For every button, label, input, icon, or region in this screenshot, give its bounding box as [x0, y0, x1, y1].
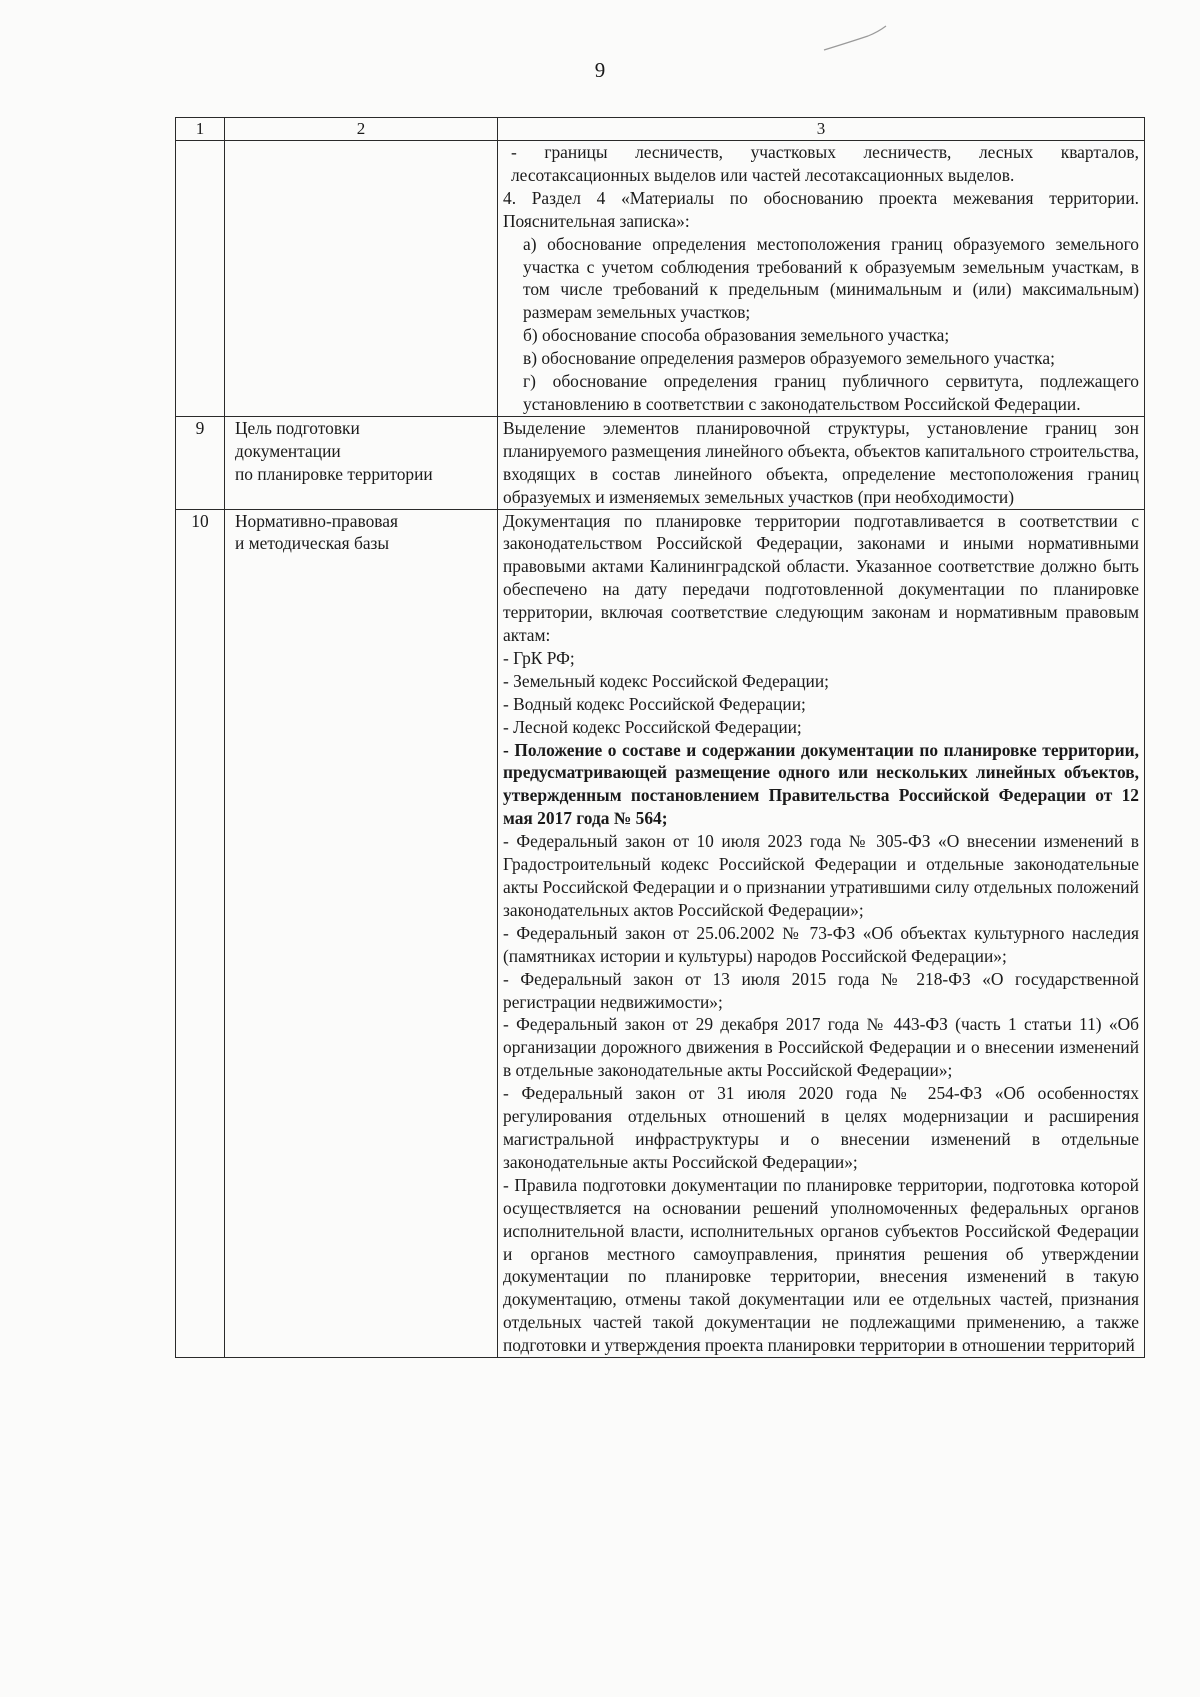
list-item: - Водный кодекс Российской Федерации;	[503, 693, 806, 714]
header-col-2: 2	[225, 118, 498, 141]
row-number-cell: 9	[176, 416, 225, 509]
list-item: в) обоснование определения размеров образуемого земельного участка;	[523, 348, 1055, 369]
row-content-cell	[498, 509, 1145, 1358]
list-item: - Федеральный закон от 13 июля 2015 года № 218-ФЗ «О государственной регистрации недвижимости»;	[503, 968, 1139, 1012]
table-header-row	[176, 118, 1145, 141]
row-name-line: и методическая базы	[235, 533, 390, 554]
list-item: - Федеральный закон от 25.06.2002 № 73-ФЗ «Об объектах культурного наследия (памятниках истории и культуры) народов Российской Федерации»;	[503, 922, 1139, 966]
list-item: - Федеральный закон от 29 декабря 2017 года № 443-ФЗ (часть 1 статьи 11) «Об организации дорожного движения в Российской Федерации и о внесении изменений в отдельные законодательные акты Российской Федерации»;	[503, 1014, 1139, 1081]
list-item: - Федеральный закон от 10 июля 2023 года № 305-ФЗ «О внесении изменений в Градостроительный кодекс Российской Федерации и отдельные законодательные акты Российской Федерации и о признании утратившими силу отдельных положений законодательных актов Российской Федерации»;	[503, 831, 1139, 920]
list-item: - Правила подготовки документации по планировке территории, подготовка которой осуществляется на основании решений уполномоченных федеральных органов исполнительной власти, исполнительных органов субъектов Российской Федерации и органов местного самоуправления, принятия решения об утверждении документации по планировке территории, внесения изменений в такую документацию, отмены такой документации или ее отдельных частей, признания отдельных частей такой документации не подлежащими применению, а также подготовки и утверждения проекта планировки территории в отношении территорий	[503, 1174, 1139, 1356]
row-name-line: Цель подготовки	[235, 417, 360, 438]
table-row-9	[176, 416, 1145, 509]
row-name-line: документации	[235, 440, 341, 461]
row-name-line: Нормативно-правовая	[235, 510, 398, 531]
row-content-cell: Выделение элементов планировочной структуры, установление границ зон планируемого размещения линейного объекта, объектов капитального строительства, входящих в состав линейного объекта, определение местоположения границ образуемых и изменяемых земельных участков (при необходимости)	[498, 416, 1145, 509]
header-col-1: 1	[176, 118, 225, 141]
list-item: - Лесной кодекс Российской Федерации;	[503, 716, 802, 737]
table-row-10	[176, 509, 1145, 1358]
row-content-cell	[498, 141, 1145, 417]
list-item: б) обоснование способа образования земельного участка;	[523, 325, 950, 346]
row-name-cell	[225, 416, 498, 509]
requirements-table	[175, 117, 1145, 1358]
page-number: 9	[594, 58, 606, 82]
list-item: - границы лесничеств, участковых лесничеств, лесных кварталов, лесотаксационных выделов или частей лесотаксационных выделов.	[511, 142, 1139, 185]
row-name-cell	[225, 141, 498, 417]
table-row-continuation	[176, 141, 1145, 417]
list-item-bold: - Положение о составе и содержании документации по планировке территории, предусматривающей размещение одного или нескольких линейных объектов, утвержденным постановлением Правительства Российской Федерации от 12 мая 2017 года № 564;	[503, 739, 1139, 829]
list-item: а) обоснование определения местоположения границ образуемого земельного участка с учетом соблюдения требований к образуемым земельным участкам, в том числе требований к предельным (минимальным и (или) максимальным) размерам земельных участков;	[523, 233, 1139, 323]
header-col-3: 3	[498, 118, 1145, 141]
list-item: 4. Раздел 4 «Материалы по обоснованию проекта межевания территории. Пояснительная записка»:	[503, 187, 1139, 231]
pen-mark-icon	[820, 20, 890, 60]
list-item: - Федеральный закон от 31 июля 2020 года № 254-ФЗ «Об особенностях регулирования отдельных отношений в целях модернизации и расширения магистральной инфраструктуры и о внесении изменений в отдельные законодательные акты Российской Федерации»;	[503, 1083, 1139, 1172]
list-item: Документация по планировке территории подготавливается в соответствии с законодательством Российской Федерации, законами и иными нормативными правовыми актами Калининградской области. Указанное соответствие должно быть обеспечено на дату передачи подготовленной документации по планировке территории, включая соответствие следующим законам и нормативным правовым актам:	[503, 510, 1139, 646]
list-item: - Земельный кодекс Российской Федерации;	[503, 670, 829, 691]
row-number-cell: 10	[176, 509, 225, 1358]
list-item: - ГрК РФ;	[503, 647, 575, 668]
row-name-line: по планировке территории	[235, 463, 433, 484]
list-item: г) обоснование определения границ публичного сервитута, подлежащего установлению в соответствии с законодательством Российской Федерации.	[523, 371, 1139, 414]
row-number-cell	[176, 141, 225, 417]
row-name-cell	[225, 509, 498, 1358]
